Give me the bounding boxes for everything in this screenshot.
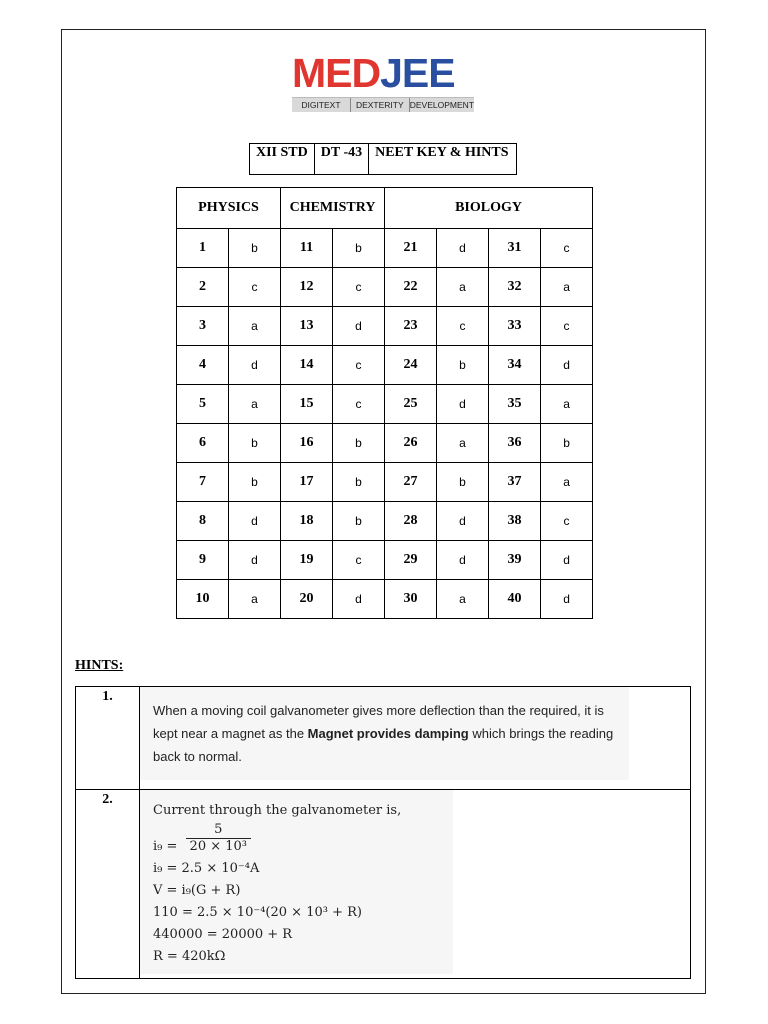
logo-tagline bbox=[292, 97, 474, 112]
answer-option: d bbox=[437, 502, 489, 541]
logo-jee-text: JEE bbox=[380, 50, 455, 96]
solution-line: i₉ = 2.5 × 10⁻⁴A bbox=[153, 861, 260, 876]
answer-row bbox=[177, 463, 593, 502]
answer-option: c bbox=[229, 268, 281, 307]
question-number: 12 bbox=[281, 268, 333, 307]
question-number: 17 bbox=[281, 463, 333, 502]
question-number: 4 bbox=[177, 346, 229, 385]
question-number: 36 bbox=[489, 424, 541, 463]
answer-option: a bbox=[229, 307, 281, 346]
hints-heading: HINTS: bbox=[75, 658, 124, 673]
question-number: 22 bbox=[385, 268, 437, 307]
hint-number: 1. bbox=[76, 687, 140, 790]
medjee-logo bbox=[292, 52, 474, 112]
answer-row bbox=[177, 307, 593, 346]
fraction-numerator: 5 bbox=[186, 822, 251, 839]
hint-text-part: which brings the reading back to normal. bbox=[153, 726, 614, 764]
answer-option: b bbox=[333, 424, 385, 463]
solution-fraction-line bbox=[153, 822, 443, 858]
question-number: 34 bbox=[489, 346, 541, 385]
answer-option: a bbox=[541, 385, 593, 424]
std-label: XII STD bbox=[250, 144, 315, 175]
answer-option: c bbox=[541, 229, 593, 268]
fraction bbox=[186, 822, 251, 855]
answer-option: c bbox=[333, 346, 385, 385]
subject-header: BIOLOGY bbox=[385, 188, 593, 229]
answer-option: d bbox=[229, 502, 281, 541]
answer-row bbox=[177, 424, 593, 463]
fraction-lhs: i₉ = bbox=[153, 839, 178, 854]
question-number: 15 bbox=[281, 385, 333, 424]
solution-intro: Current through the galvanometer is, bbox=[153, 803, 402, 818]
question-number: 32 bbox=[489, 268, 541, 307]
header-strip bbox=[249, 143, 517, 175]
answer-row bbox=[177, 580, 593, 619]
question-number: 1 bbox=[177, 229, 229, 268]
answer-option: d bbox=[437, 541, 489, 580]
answer-option: d bbox=[333, 580, 385, 619]
question-number: 19 bbox=[281, 541, 333, 580]
hints-table bbox=[75, 686, 691, 979]
question-number: 8 bbox=[177, 502, 229, 541]
question-number: 24 bbox=[385, 346, 437, 385]
hint-content bbox=[140, 790, 691, 979]
tagline-word: DEXTERITY bbox=[351, 98, 410, 112]
question-number: 33 bbox=[489, 307, 541, 346]
answer-option: b bbox=[229, 463, 281, 502]
answer-option: b bbox=[437, 463, 489, 502]
question-number: 23 bbox=[385, 307, 437, 346]
question-number: 37 bbox=[489, 463, 541, 502]
logo-med-text: MED bbox=[292, 50, 381, 96]
question-number: 28 bbox=[385, 502, 437, 541]
question-number: 5 bbox=[177, 385, 229, 424]
test-label: DT -43 bbox=[314, 144, 368, 175]
answer-option: d bbox=[541, 346, 593, 385]
hint-number: 2. bbox=[76, 790, 140, 979]
solution-line: V = i₉(G + R) bbox=[153, 883, 241, 898]
answer-option: b bbox=[229, 229, 281, 268]
answer-row bbox=[177, 268, 593, 307]
question-number: 2 bbox=[177, 268, 229, 307]
answer-option: c bbox=[333, 268, 385, 307]
question-number: 3 bbox=[177, 307, 229, 346]
fraction-denominator: 20 × 10³ bbox=[189, 839, 247, 854]
question-number: 6 bbox=[177, 424, 229, 463]
hint-solution bbox=[140, 790, 453, 974]
question-number: 40 bbox=[489, 580, 541, 619]
answer-option: b bbox=[333, 502, 385, 541]
solution-line: 110 = 2.5 × 10⁻⁴(20 × 10³ + R) bbox=[153, 905, 362, 920]
answer-option: a bbox=[541, 463, 593, 502]
answer-row bbox=[177, 541, 593, 580]
question-number: 29 bbox=[385, 541, 437, 580]
answer-option: b bbox=[229, 424, 281, 463]
question-number: 35 bbox=[489, 385, 541, 424]
hint-row bbox=[76, 790, 691, 979]
answer-option: c bbox=[333, 541, 385, 580]
question-number: 9 bbox=[177, 541, 229, 580]
question-number: 20 bbox=[281, 580, 333, 619]
subject-header-row bbox=[177, 188, 593, 229]
answer-option: d bbox=[229, 346, 281, 385]
answer-option: d bbox=[541, 580, 593, 619]
answer-option: c bbox=[541, 307, 593, 346]
question-number: 30 bbox=[385, 580, 437, 619]
answer-option: d bbox=[437, 385, 489, 424]
answer-row bbox=[177, 502, 593, 541]
answer-option: d bbox=[437, 229, 489, 268]
answer-option: a bbox=[437, 268, 489, 307]
question-number: 26 bbox=[385, 424, 437, 463]
answer-row bbox=[177, 346, 593, 385]
question-number: 13 bbox=[281, 307, 333, 346]
answer-row bbox=[177, 385, 593, 424]
hint-content bbox=[140, 687, 691, 790]
subject-header: CHEMISTRY bbox=[281, 188, 385, 229]
tagline-word: DIGITEXT bbox=[292, 98, 351, 112]
answer-option: d bbox=[541, 541, 593, 580]
logo-wordmark bbox=[292, 52, 474, 94]
question-number: 18 bbox=[281, 502, 333, 541]
question-number: 10 bbox=[177, 580, 229, 619]
answer-key-body bbox=[177, 229, 593, 619]
answer-option: b bbox=[333, 463, 385, 502]
answer-option: d bbox=[333, 307, 385, 346]
solution-line: R = 420kΩ bbox=[153, 949, 226, 964]
solution-line: 440000 = 20000 + R bbox=[153, 927, 293, 942]
answer-key-table bbox=[176, 187, 593, 619]
answer-option: c bbox=[437, 307, 489, 346]
question-number: 16 bbox=[281, 424, 333, 463]
question-number: 39 bbox=[489, 541, 541, 580]
hint-text-bold: Magnet provides damping bbox=[307, 726, 469, 741]
hint-row bbox=[76, 687, 691, 790]
question-number: 31 bbox=[489, 229, 541, 268]
hint-text-part: When a moving coil galvanometer gives more deflection than the required, it is kept near a magnet as the bbox=[153, 703, 604, 741]
tagline-word: DEVELOPMENT bbox=[409, 100, 474, 110]
answer-option: a bbox=[541, 268, 593, 307]
question-number: 38 bbox=[489, 502, 541, 541]
hint-text bbox=[140, 687, 629, 780]
answer-option: d bbox=[229, 541, 281, 580]
answer-option: a bbox=[437, 424, 489, 463]
answer-option: b bbox=[333, 229, 385, 268]
question-number: 25 bbox=[385, 385, 437, 424]
answer-option: c bbox=[541, 502, 593, 541]
answer-option: a bbox=[437, 580, 489, 619]
question-number: 27 bbox=[385, 463, 437, 502]
question-number: 14 bbox=[281, 346, 333, 385]
question-number: 7 bbox=[177, 463, 229, 502]
answer-option: c bbox=[333, 385, 385, 424]
answer-option: a bbox=[229, 385, 281, 424]
question-number: 21 bbox=[385, 229, 437, 268]
answer-option: b bbox=[541, 424, 593, 463]
answer-option: b bbox=[437, 346, 489, 385]
answer-option: a bbox=[229, 580, 281, 619]
document-title: NEET KEY & HINTS bbox=[369, 144, 517, 175]
question-number: 11 bbox=[281, 229, 333, 268]
answer-row bbox=[177, 229, 593, 268]
subject-header: PHYSICS bbox=[177, 188, 281, 229]
